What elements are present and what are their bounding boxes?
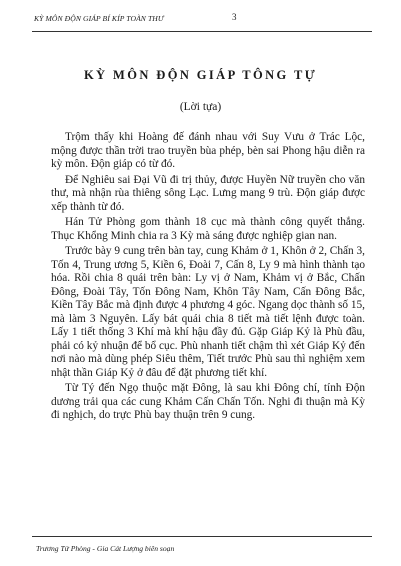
running-header-title: KỲ MÔN ĐỘN GIÁP BÍ KÍP TOÀN THƯ	[34, 14, 164, 23]
footer-credit: Trương Tử Phòng - Gia Cát Lượng biên soạn	[36, 544, 175, 553]
paragraph: Trước bày 9 cung trên bàn tay, cung Khảm ở 1, Khôn ở 2, Chấn 3, Tốn 4, Trung ương 5, Kiền 6, Đoài 7, Cấn 8, Ly 9 mà hình thành tạo hóa. Rồi chia 8 quái trên bàn: Ly vị ở Nam, Khảm vị ở Bắc, Chấn Đông, Đoài Tây, Tốn Đông Nam, Khôn Tây Nam, Cấn Đông Bắc, Kiền Tây Bắc mà định được 4 phương 4 góc. Ngang dọc thành số 15, mà làm 3 Nguyên. Lấy bát quái chia 8 tiết mà tiết lệnh được toàn. Lấy 1 tiết thống 3 Khí mà khí hậu đầy đủ. Gặp Giáp Kỷ là Phù đầu, phải có kỷ nhuận để bổ cục. Phù nhanh tiết chậm thì xét Giáp Kỷ đến nơi nào mà dùng phép Siêu thêm, Tiết trước Phù sau thì nghiệm xem nhật thần Giáp Kỷ ở đâu để đặt phương tiết khí.	[51, 245, 365, 379]
paragraph: Hán Tử Phòng gom thành 18 cục mà thành công quyết thắng. Thục Khổng Minh chia ra 3 Kỳ mà sáng được nghiệp gian nan.	[51, 216, 365, 242]
paragraph: Để Nghiêu sai Đại Vũ đi trị thủy, được Huyền Nữ truyền cho văn thư, mà nhận rùa thiêng sông Lạc. Lưng mang 9 trù. Độn giáp được xếp thành từ đó.	[51, 173, 365, 213]
chapter-subtitle: (Lời tựa)	[179, 101, 222, 113]
footer-divider	[32, 536, 372, 537]
page-number: 3	[232, 12, 237, 22]
paragraph: Từ Tý đến Ngọ thuộc mặt Đông, là sau khi Đông chí, tính Độn dương trải qua các cung Khảm Cấn Chấn Tốn. Nghi đi thuận mà Kỳ đi nghịch, do trực Phù bay thuận trên 9 cung.	[51, 382, 365, 421]
chapter-title: KỲ MÔN ĐỘN GIÁP TÔNG TỰ	[83, 68, 318, 82]
paragraph: Trộm thấy khi Hoàng đế đánh nhau với Suy Vưu ở Trác Lộc, mộng được thần trời trao truyền bùa phép, bèn sai Phong hậu diễn ra kỳ môn. Độn giáp có từ đó.	[51, 131, 365, 170]
header-divider	[32, 31, 372, 32]
body-text	[51, 131, 365, 425]
